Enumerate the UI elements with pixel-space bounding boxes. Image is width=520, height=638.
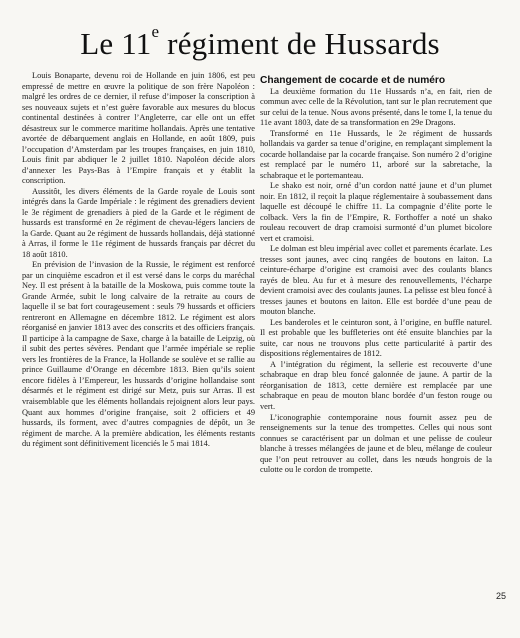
page-number: 25 [496,591,507,601]
right-paragraph-5: Les banderoles et le ceinturon sont, à l’origine, en buffle naturel. Il est probable que les buffleteries ont été ensuite blanchies par la suite, car nous ne trouvons plus cette particularité à partir des dispositions réglementaires de 1812. [260,317,492,359]
left-paragraph-3: En prévision de l’invasion de la Russie, le régiment est renforcé par un cinquième escadron et il est versé dans le corps du maréchal Ney. Il est présent à la bataille de la Moskowa, puis comme toute la Grande Armée, subit le long calvaire de la retraite au cours de laquelle il se bat fort courageusement : seuls 79 hussards et officiers rentreront en Allemagne en décembre 1812. Le régiment est alors réorganisé en janvier 1813 avec des conscrits et des officiers français. Il participe à la campagne de Saxe, charge à la bataille de Leipzig, où il subit des pertes sévères. Pendant que l’armée impériale se replie vers les frontières de la France, la Hollande se soulève et se rallie au prince Guillaume d’Orange en décembre 1813. Bien qu’ils soient encore fidèles à l’Empereur, les hussards d’origine hollandaise sont désarmés et le régiment est dirigé sur Metz, puis sur Arras. Il est vraisemblable que les éléments hollandais rejoignent alors leur pays. Quant aux hommes d’origine française, soit 2 officiers et 49 hussards, ils forment, avec d’autres compagnies de dépôt, un 3e régiment de marche. A la première abdication, les éléments restants du régiment sont définitivement licenciés le 5 mai 1814. [22,260,255,449]
section-heading: Changement de cocarde et de numéro [260,75,446,86]
right-paragraph-3: Le shako est noir, orné d’un cordon natté jaune et d’un plumet noir. En 1812, il reçoit la plaque réglementaire à soubassement dans laquelle est découpé le chiffre 11. La compagnie d’élite porte le colback. Vers la fin de l’Empire, R. Forthoffer a noté un shako rouleau recouvert de drap cramoisi surmonté d’un plumet bicolore vert et cramoisi. [260,181,492,243]
right-paragraph-7: L’iconographie contemporaine nous fournit assez peu de renseignements sur la tenue des trompettes. Celles qui nous sont connues se caractérisent par un dolman et une pelisse de couleur blanche à tresses mélangées de jaune et de bleu, mélange de couleur que l’on peut retrouver au collet, dans les nœuds hongrois de la culotte ou le cordon de trompette. [260,412,492,475]
title-superscript: e [151,22,160,41]
page-title [0,22,520,62]
right-column [260,76,492,476]
right-paragraph-4: Le dolman est bleu impérial avec collet et parements écarlate. Les tresses sont jaunes, avec cinq rangées de boutons en laiton. La ceinture-écharpe d’origine est cramoisi avec des coulants blancs rayés de bleu. Au fur et à mesure des renouvellements, l’écharpe devient cramoisi avec des coulants jaunes. La pelisse est bleu foncé à tresses jaunes et boutons en laiton. Elle est bordée d’une peau de mouton blanche. [260,244,492,317]
title-main: Le 11 [80,26,152,61]
left-paragraph-2: Aussitôt, les divers éléments de la Garde royale de Louis sont intégrés dans la Garde Impériale : le régiment des grenadiers devient le 3e régiment de grenadiers à pied de la Garde et le régiment de hussards est transformé en 2e régiment de chevau-légers lanciers de la Garde. Quant au 2e régiment de hussards hollandais, déjà stationné à Arras, il forme le 11e régiment de hussards français par décret du 18 août 1810. [22,186,255,259]
right-paragraph-2: Transformé en 11e Hussards, le 2e régiment de hussards hollandais va garder sa tenue d’origine, en remplaçant simplement la cocarde hollandaise par la cocarde française. Son numéro 2 d’origine est remplacé par le numéro 11, arboré sur la sabretache, la schabraque et le portemanteau. [260,128,492,180]
left-paragraph-1: Louis Bonaparte, devenu roi de Hollande en juin 1806, est peu empressé de mettre en œuvre la politique de son frère Napoléon : malgré les ordres de ce dernier, il refuse d’imposer la conscription à ses nouveaux sujets et n’est guère favorable aux mesures du blocus continental destinées à contrer l’Angleterre, car elle ont un effet désastreux sur le commerce maritime hollandais. Après une tentative avortée de débarquement anglais en Hollande, en août 1809, puis l’occupation d’Amsterdam par les troupes françaises, en juin 1810, Louis finit par abdiquer le 2 juillet 1810. Napoléon décide alors d’annexer les Pays-Bas à l’Empire français et y établit la conscription. [22,71,255,186]
right-paragraph-1: La deuxième formation du 11e Hussards n’a, en fait, rien de commun avec celle de la Révolution, tant sur le plan recrutement que sur celui de la tenue. Nous avons présenté, dans le tome I, la tenue du 11e avant 1803, date de sa transformation en 29e Dragons. [260,86,492,128]
left-column [22,71,255,450]
right-paragraph-6: A l’intégration du régiment, la sellerie est recouverte d’une schabraque en drap bleu foncé galonnée de jaune. A partir de la réorganisation de 1813, cette dernière est remplacée par une schabraque en peau de mouton blanc bordée d’un feston rouge ou vert. [260,359,492,411]
title-rest: régiment de Hussards [159,26,440,61]
